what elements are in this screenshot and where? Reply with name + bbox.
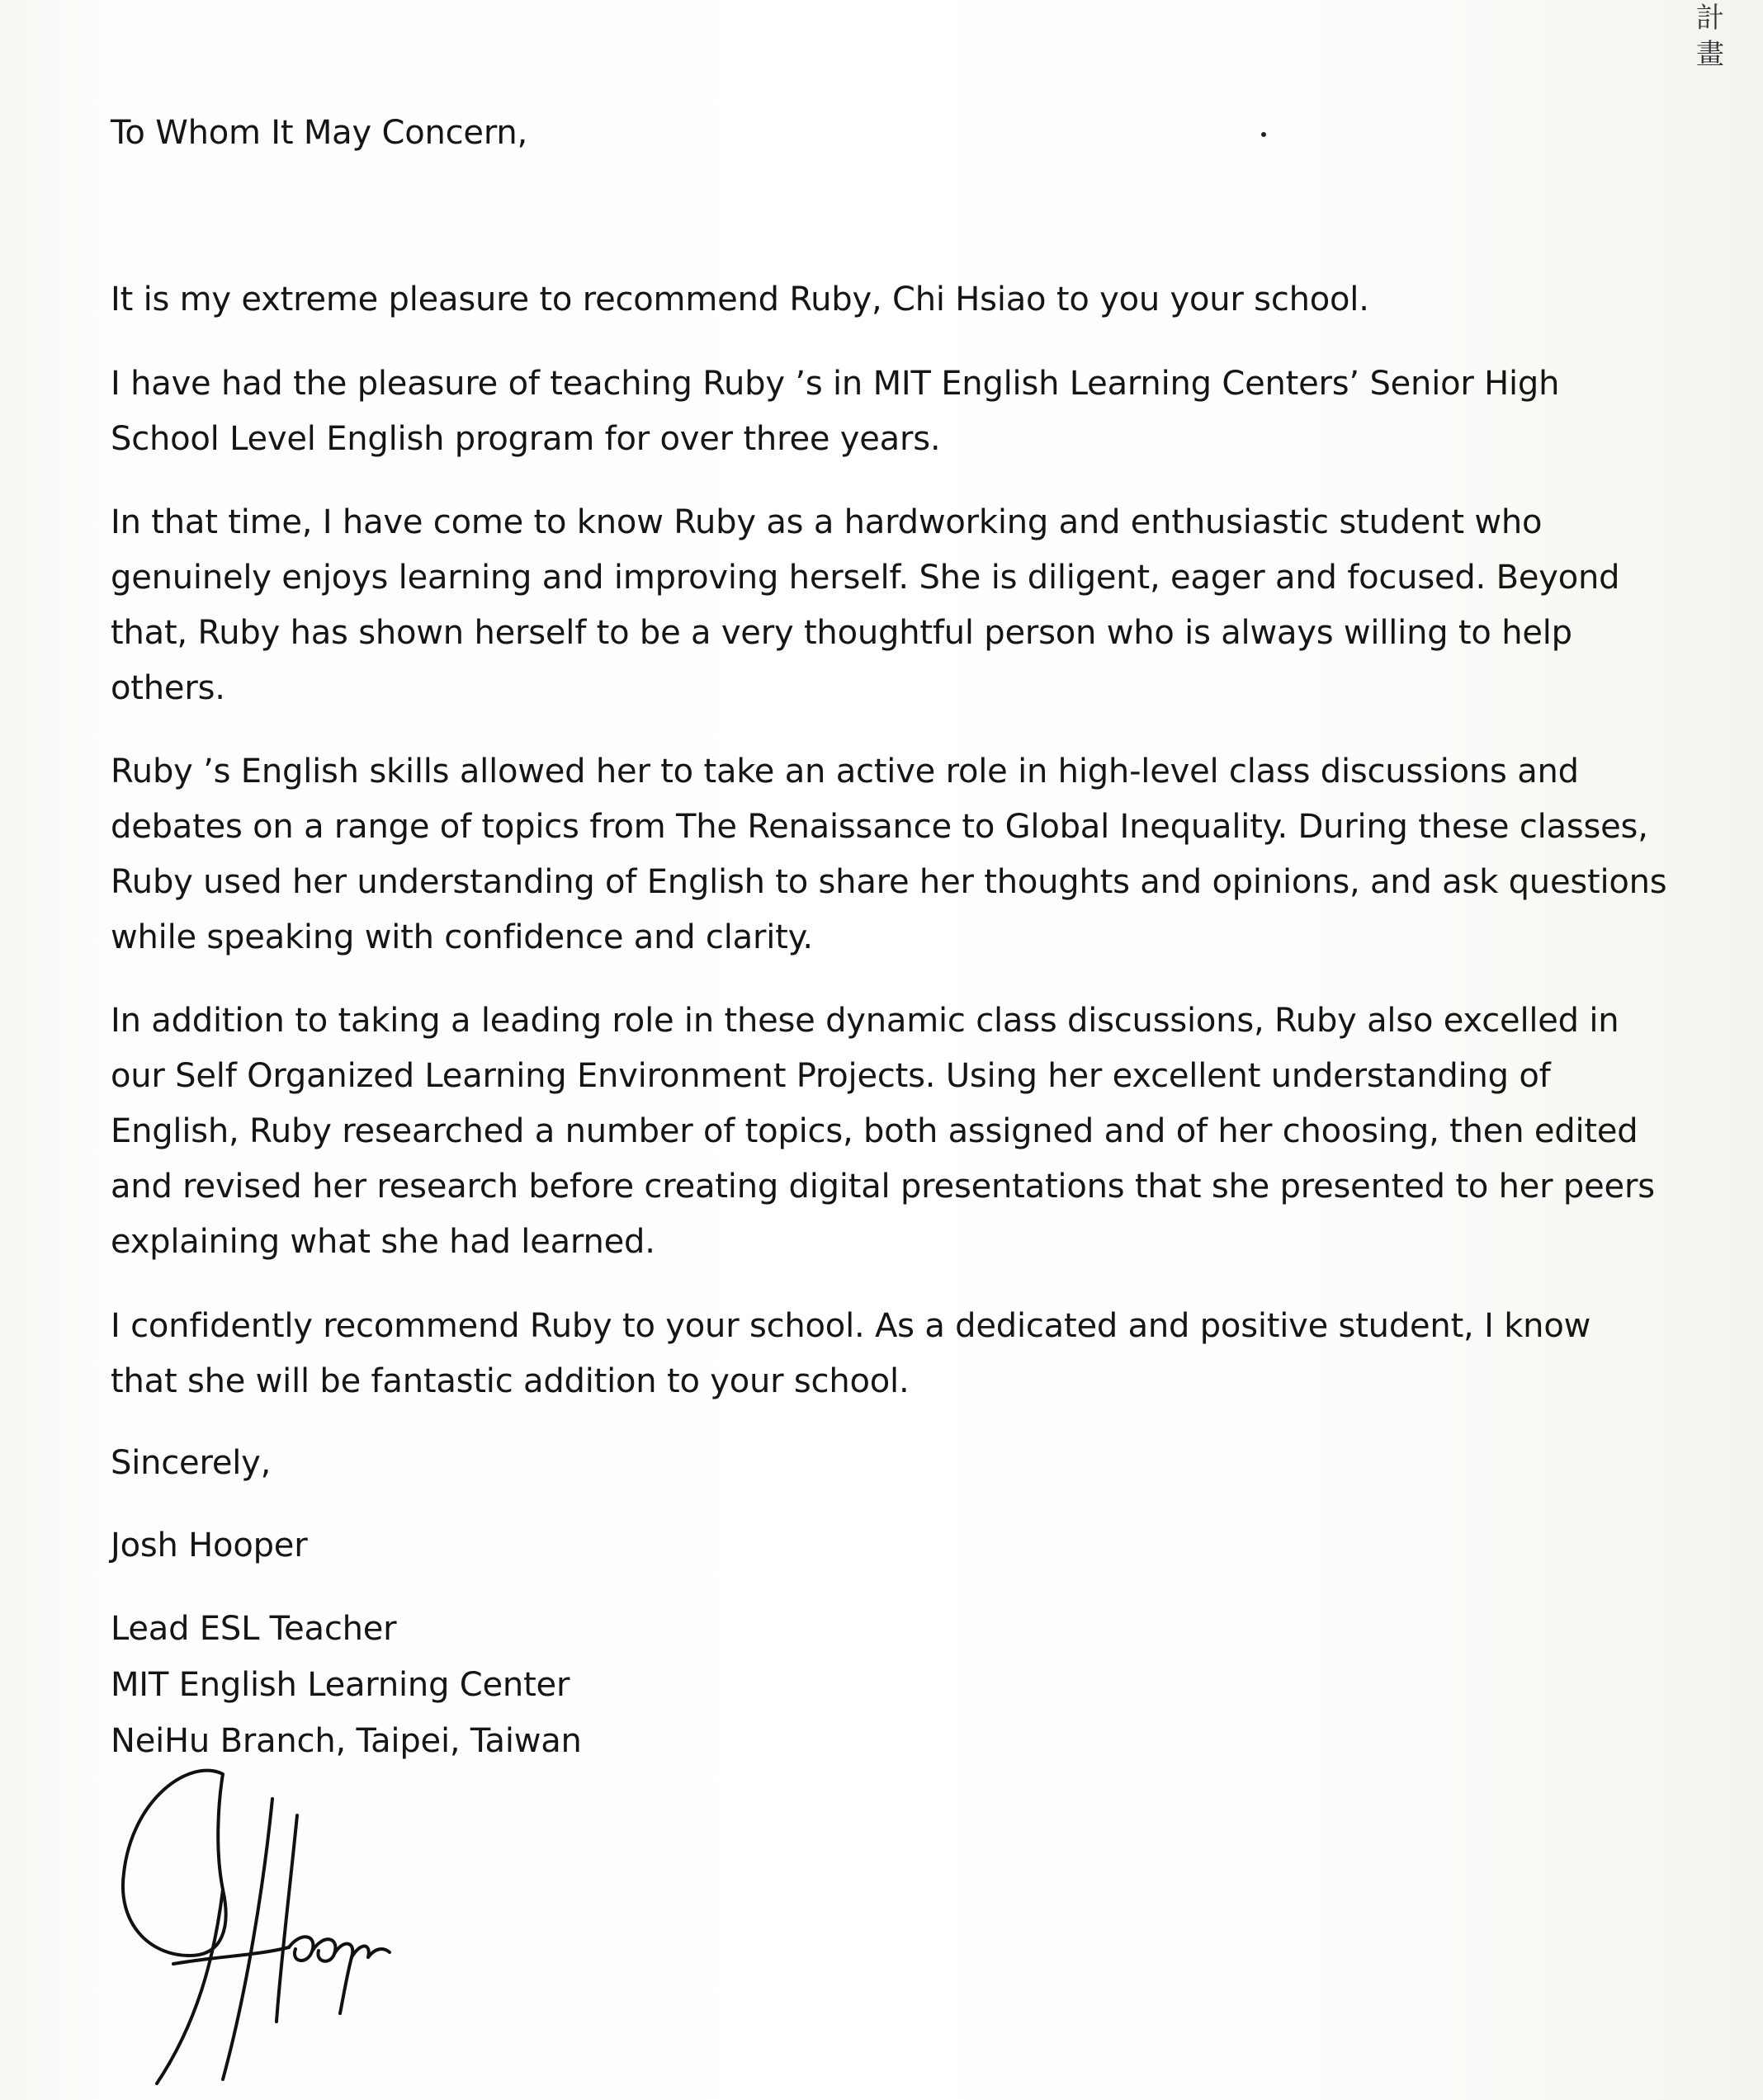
corner-char-2: 畫 bbox=[1696, 38, 1724, 71]
salutation: To Whom It May Concern, bbox=[111, 114, 528, 152]
paragraph-projects: In addition to taking a leading role in these dynamic class discussions, Ruby also excelled in our Self Organized Learning Environment Projects. Using her excellent understanding of English, Ruby researched a number of topics, both assigned and of her choosing, then edited and revised her research before creating digital presentations that she presented to her peers explaining what she had learned. bbox=[111, 1002, 1655, 1261]
corner-char-1: 計 bbox=[1696, 2, 1724, 35]
paragraph-recommendation: I confidently recommend Ruby to your school. As a dedicated and positive student, I know that she will be fantastic addition to your school. bbox=[111, 1307, 1591, 1400]
paragraph-teaching: I have had the pleasure of teaching Ruby ’s in MIT English Learning Centers’ Senior High School Level English program for over three years. bbox=[111, 365, 1560, 458]
author-name: Josh Hooper bbox=[111, 1527, 308, 1564]
author-title: Lead ESL Teacher bbox=[111, 1610, 397, 1648]
handwritten-signature bbox=[99, 1749, 396, 2096]
paragraph-character: In that time, I have come to know Ruby as a hardworking and enthusiastic student who genuinely enjoys learning and improving herself. She is diligent, eager and focused. Beyond that, Ruby has shown herself to be a very thoughtful person who is always willing to help others. bbox=[111, 503, 1620, 707]
corner-stamp-text bbox=[1694, 0, 1727, 73]
paragraph-intro: It is my extreme pleasure to recommend Ruby, Chi Hsiao to you your school. bbox=[111, 281, 1369, 319]
author-organization: MIT English Learning Center bbox=[111, 1666, 570, 1704]
author-details bbox=[111, 1601, 1704, 1769]
paragraph-english-skills: Ruby ’s English skills allowed her to take an active role in high-level class discussions and debates on a range of topics from The Renaissance to Global Inequality. During these classes, Ruby used her understanding of English to share her thoughts and opinions, and ask questions while speaking with confidence and clarity. bbox=[111, 753, 1667, 956]
author-location: NeiHu Branch, Taipei, Taiwan bbox=[111, 1722, 582, 1760]
closing: Sincerely, bbox=[111, 1444, 272, 1482]
